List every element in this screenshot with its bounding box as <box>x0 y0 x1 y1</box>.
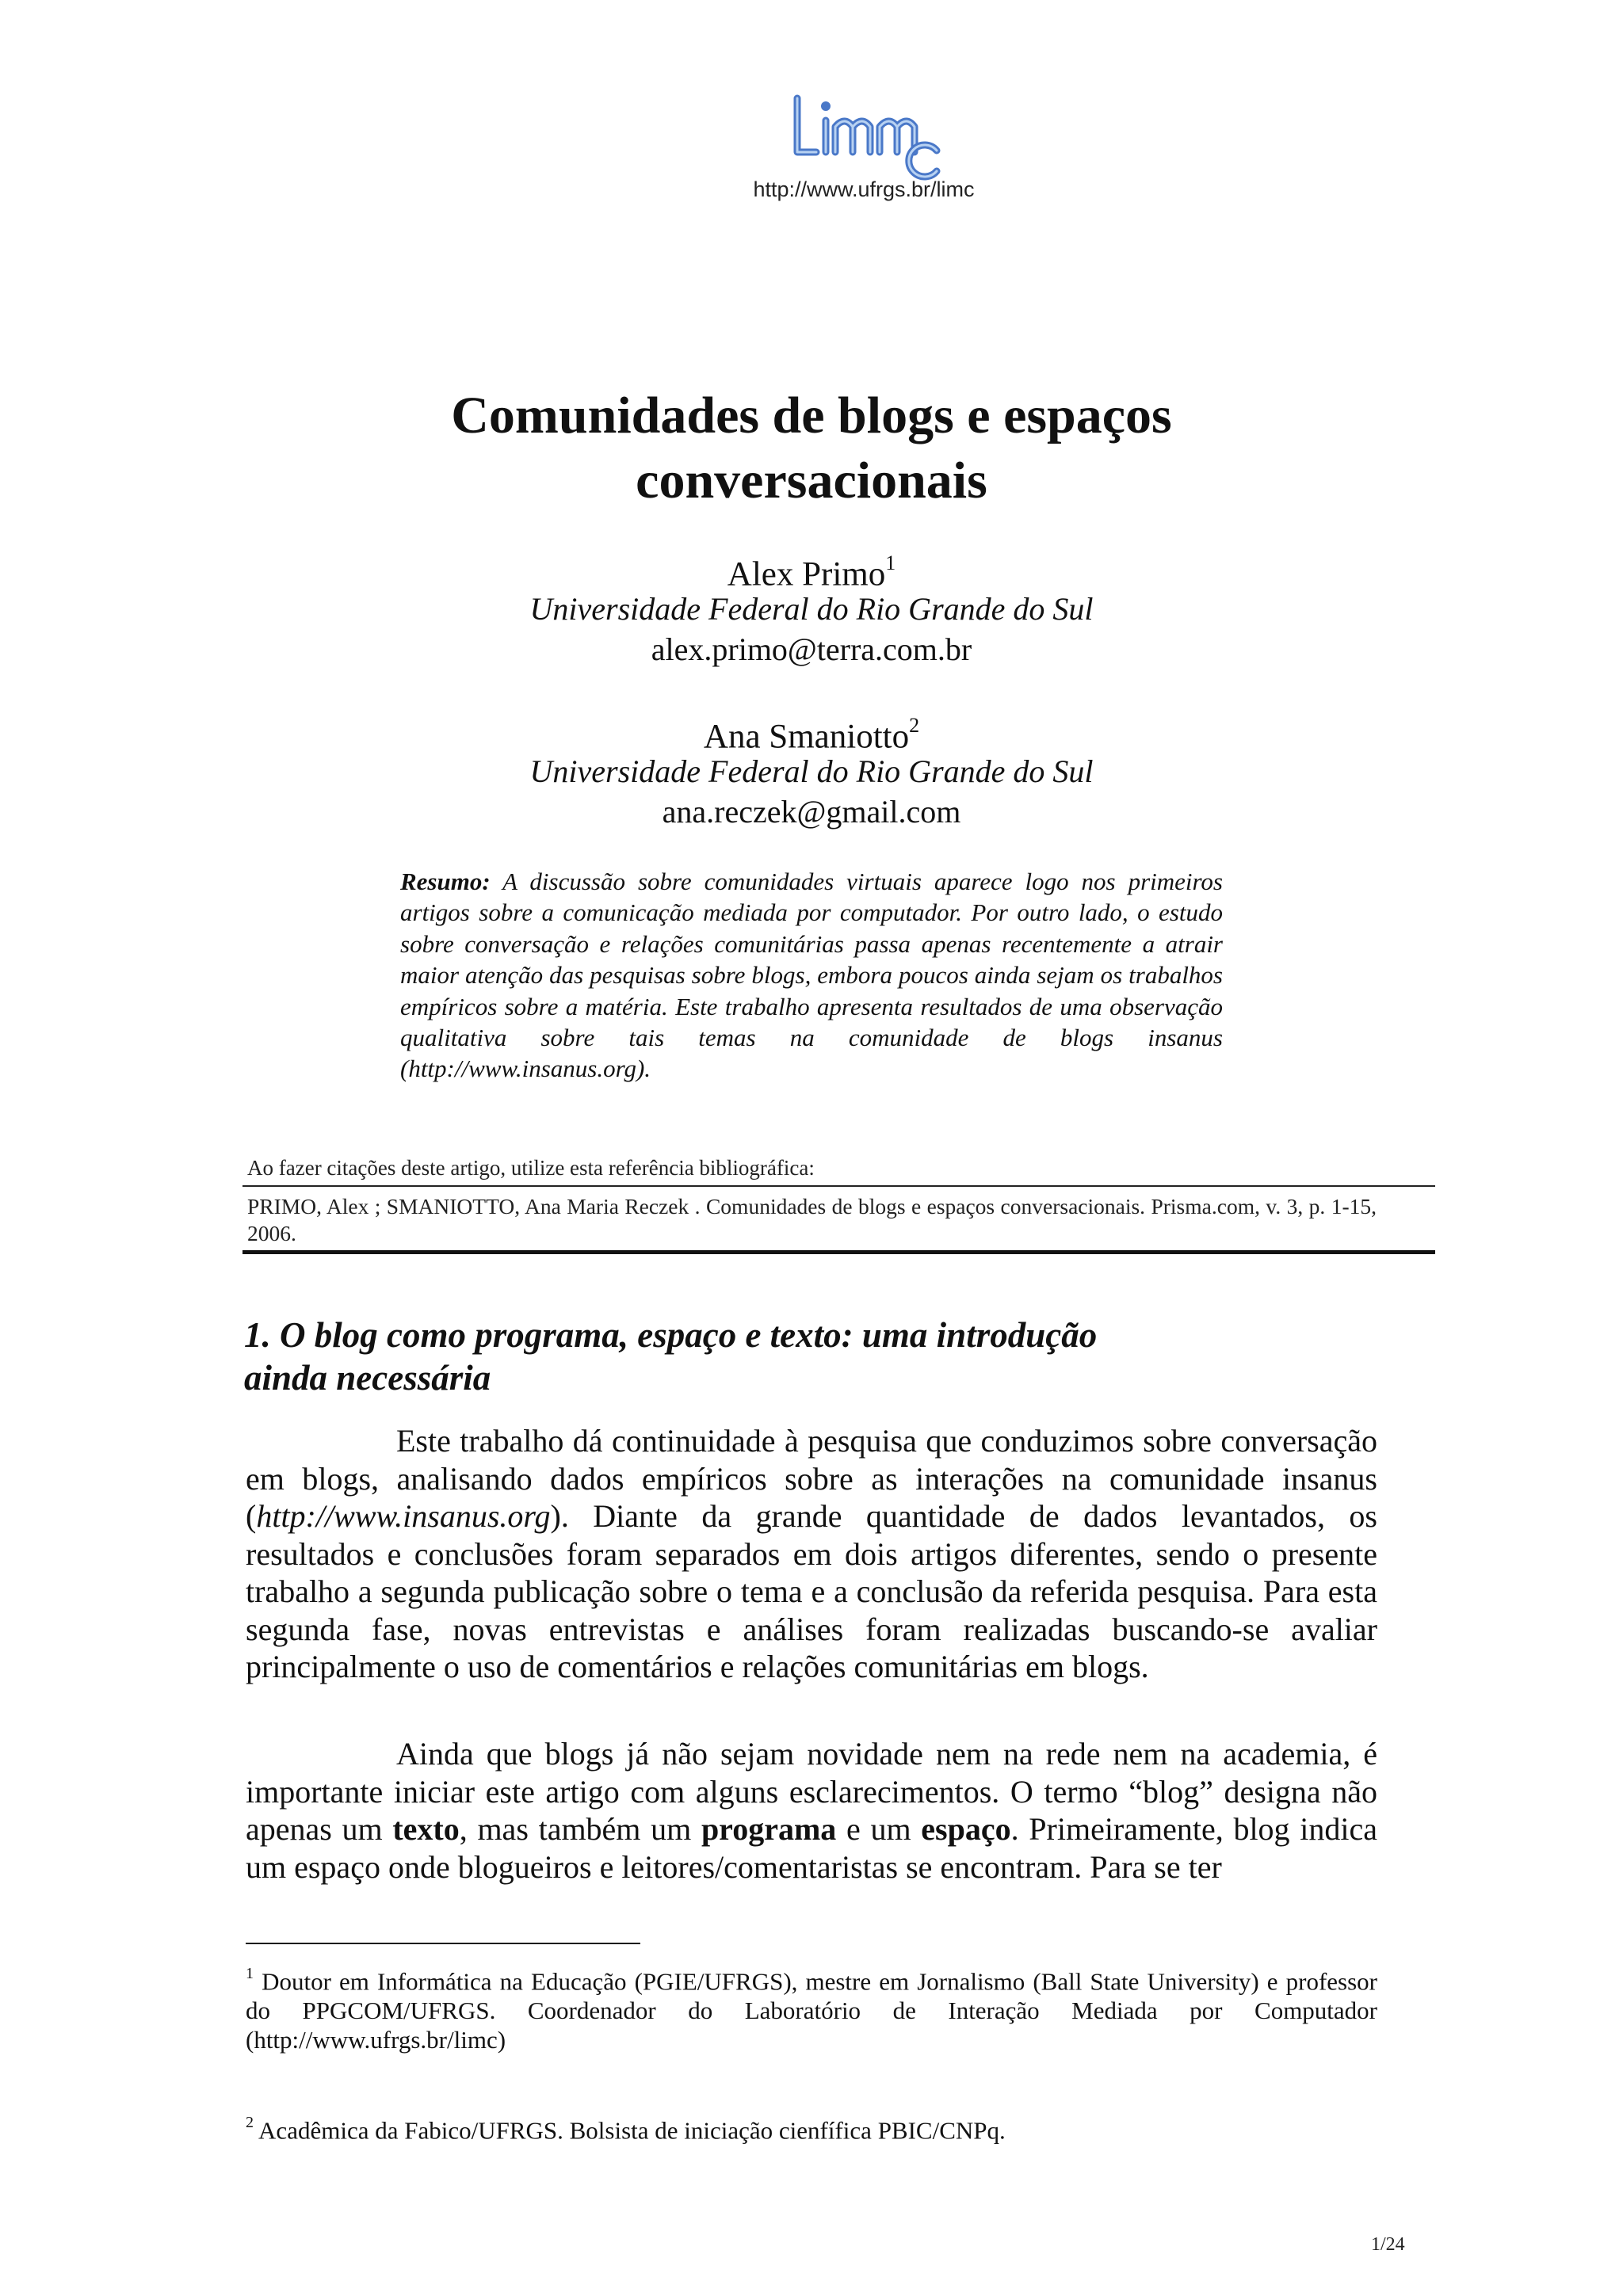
author-1-name: Alex Primo$^1$ <box>727 551 896 593</box>
body-paragraph-1: Este trabalho dá continuidade à pesquisa que conduzimos sobre conversação em blogs, analisando dados empíricos sobre as interações na comunidade insanus (http://www.insanus.org). Diante da grande quantidade de dados levantados, os resultados e conclusões foram separados em dois artigos diferentes, sendo o presente trabalho a segunda publicação sobre o tema e a conclusão da referida pesquisa. Para esta segunda fase, novas entrevistas e análises foram realizadas buscando-se avaliar principalmente o uso de comentários e relações comunitárias em blogs. <box>246 1423 1377 1684</box>
limc-logo <box>785 89 943 184</box>
footnote-separator <box>246 1943 640 1944</box>
insanus-link[interactable]: http://www.insanus.org <box>256 1498 551 1534</box>
author-2-name: Ana Smaniotto$^2$ <box>703 714 920 756</box>
limc-logo-graphic <box>785 89 943 184</box>
author-1-email[interactable]: alex.primo@terra.com.br <box>651 631 972 667</box>
term-espaco: espaço <box>921 1811 1011 1847</box>
header-url[interactable]: http://www.ufrgs.br/limc <box>753 177 975 201</box>
footnote-2-mark: 2 <box>246 2114 254 2131</box>
section-heading-line-2: ainda necessária <box>244 1358 491 1398</box>
citation-intro: Ao fazer citações deste artigo, utilize esta referência bibliográfica: <box>247 1156 815 1180</box>
body-paragraph-2: Ainda que blogs já não sejam novidade nem na rede nem na academia, é importante iniciar este artigo com alguns esclarecimentos. O termo “blog” designa não apenas um texto, mas também um programa e um espaço. Primeiramente, blog indica um espaço onde blogueiros e leitores/comentaristas se encontram. Para se ter <box>246 1736 1377 1885</box>
footnote-2: $^2$ Acadêmica da Fabico/UFRGS. Bolsista de iniciação cienfífica PBIC/CNPq. <box>246 2114 1006 2145</box>
abstract-label: Resumo: <box>400 868 491 895</box>
footnote-1: $^1$ Doutor em Informática na Educação (PGIE/UFRGS), mestre em Jornalismo (Ball State University) e professor do PPGCOM/UFRGS. Coordenador do Laboratório de Interação Mediada por Computador (http://www.ufrgs.br/limc) <box>246 1965 1377 2054</box>
abstract <box>400 866 1223 1085</box>
footnote-1-mark: 1 <box>246 1965 254 1982</box>
paper-title <box>238 383 1385 513</box>
author-1-note-mark: 1 <box>885 551 896 574</box>
author-2-email[interactable]: ana.reczek@gmail.com <box>662 794 961 830</box>
section-heading-line-1: 1. O blog como programa, espaço e texto: uma introdução <box>244 1315 1098 1355</box>
author-2-note-mark: 2 <box>909 714 920 737</box>
paper-title-line-2: conversacionais <box>636 452 987 509</box>
citation-top-rule <box>242 1185 1435 1187</box>
section-heading <box>244 1314 1354 1399</box>
page-number: 1/24 <box>1371 2234 1405 2255</box>
author-2-affiliation: Universidade Federal do Rio Grande do Sul <box>529 753 1094 789</box>
abstract-text: A discussão sobre comunidades virtuais aparece logo nos primeiros artigos sobre a comunicação mediada por computador. Por outro lado, o estudo sobre conversação e relações comunitárias passa apenas recentemente a atrair maior atenção das pesquisas sobre blogs, embora poucos ainda sejam os trabalhos empíricos sobre a matéria. Este trabalho apresenta resultados de uma observação qualitativa sobre tais temas na comunidade de blogs insanus (http://www.insanus.org). <box>400 868 1223 1083</box>
citation-reference: PRIMO, Alex ; SMANIOTTO, Ana Maria Reczek . Comunidades de blogs e espaços conversacionais. Prisma.com, v. 3, p. 1-15, 2006. <box>247 1194 1377 1245</box>
term-texto: texto <box>392 1811 460 1847</box>
author-1-affiliation: Universidade Federal do Rio Grande do Sul <box>529 591 1094 627</box>
term-programa: programa <box>701 1811 837 1847</box>
paper-title-line-1: Comunidades de blogs e espaços <box>451 387 1172 444</box>
citation-bottom-rule <box>242 1250 1435 1254</box>
